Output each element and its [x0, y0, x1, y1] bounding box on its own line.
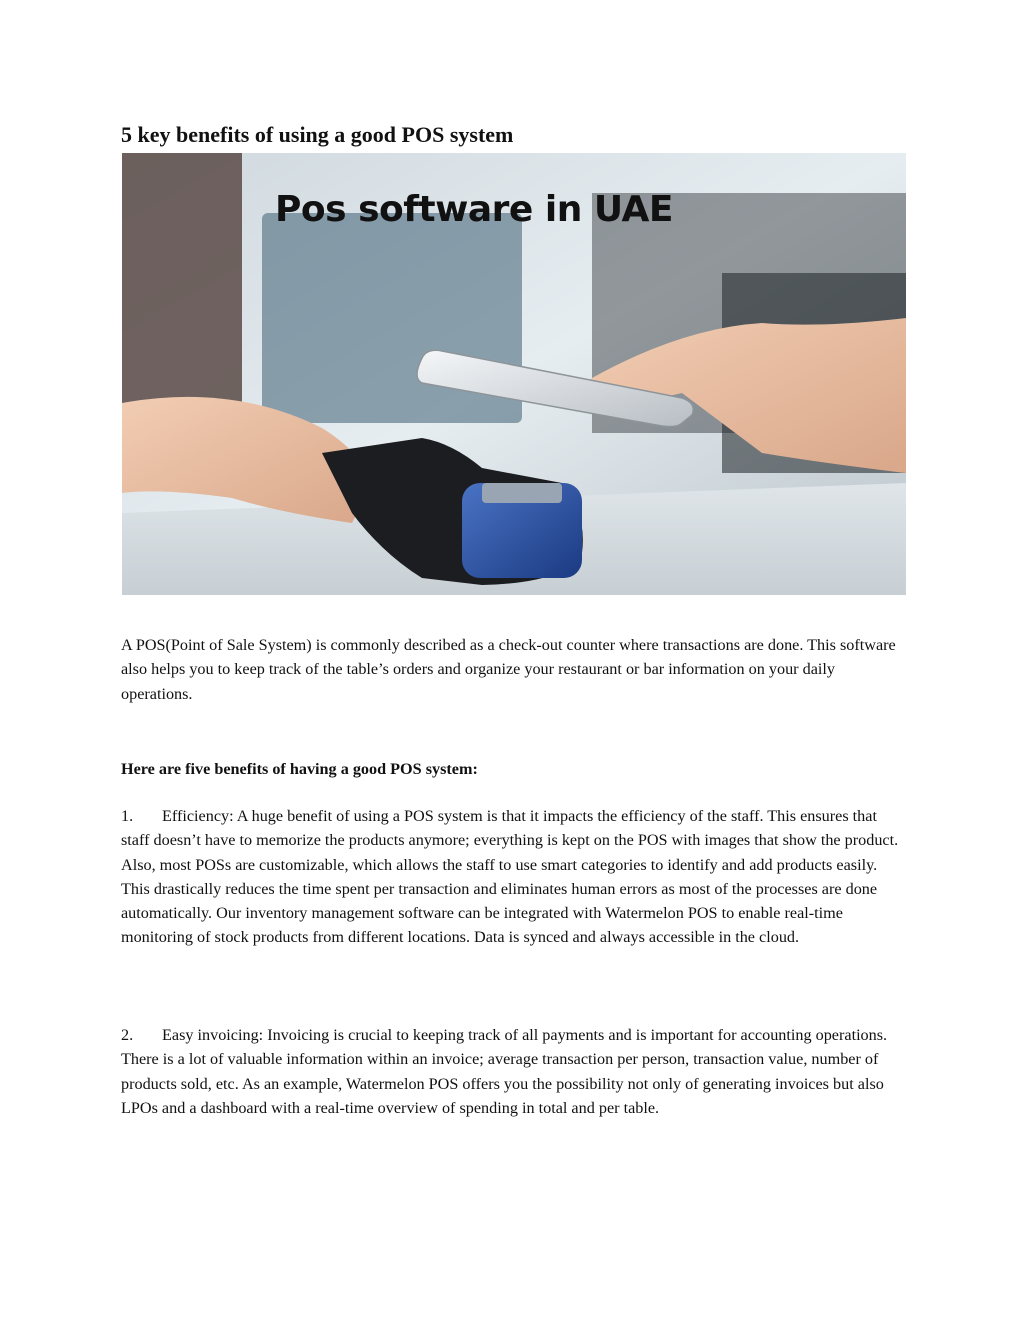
list-item-text: Easy invoicing: Invoicing is crucial to keeping track of all payments and is important for accounting operations. There is a lot of valuable information within an invoice; average transaction per person, transaction value, number of products sold, etc. As an example, Watermelon POS offers you the possibility not only of generating invoices but also LPOs and a dashboard with a real-time overview of spending in total and per table.	[121, 1026, 888, 1117]
list-item-number: 2.	[121, 1026, 134, 1044]
intro-paragraph: A POS(Point of Sale System) is commonly described as a check-out counter where transactions are done. This software also helps you to keep track of the table’s orders and organize your restaurant or bar information on your daily operations.	[121, 636, 896, 703]
hero-image	[122, 153, 906, 595]
benefits-heading: Here are five benefits of having a good POS system:	[121, 760, 478, 778]
list-item	[121, 1023, 906, 1120]
list-item	[121, 804, 906, 950]
list-item-text: Efficiency: A huge benefit of using a POS system is that it impacts the efficiency of the staff. This ensures that staff doesn’t have to memorize the products anymore; everything is kept on the POS with images that show the product. Also, most POSs are customizable, which allows the staff to use smart categories to identify and add products easily. This drastically reduces the time spent per transaction and eliminates human errors as most of the processes are done automatically. Our inventory management software can be integrated with Watermelon POS to enable real-time monitoring of stock products from different locations. Data is synced and always accessible in the cloud.	[121, 807, 899, 947]
page-title: 5 key benefits of using a good POS system	[121, 122, 514, 147]
list-item-number: 1.	[121, 807, 134, 825]
hero-overlay-text: Pos software in UAE	[275, 189, 673, 230]
